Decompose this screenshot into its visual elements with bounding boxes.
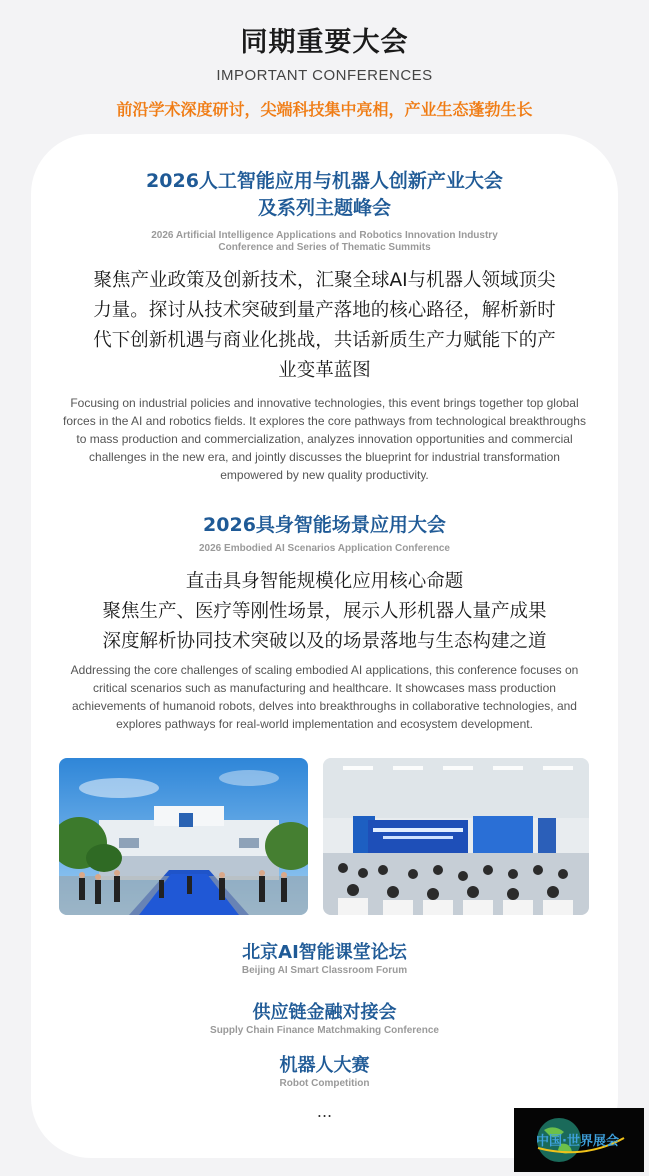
forum-3-title: 机器人大赛 xyxy=(279,1055,370,1076)
conference-1-desc-zh: 力量。探讨从技术突破到量产落地的核心路径，解析新时 xyxy=(93,300,556,321)
conference-2-desc-zh: 聚焦生产、医疗等刚性场景，展示人形机器人量产成果 xyxy=(102,601,547,622)
more-indicator: ... xyxy=(316,1102,333,1121)
venue-photo-image xyxy=(59,758,308,915)
conference-1-title-line1: 2026人工智能应用与机器人创新产业大会 xyxy=(146,170,503,192)
conference-1-title-line2: 及系列主题峰会 xyxy=(257,197,391,219)
forum-3 xyxy=(31,1054,618,1090)
conference-2-desc-en: Addressing the core challenges of scaling embodied AI applications, this conference focuses on xyxy=(70,663,579,677)
conference-1-desc-en: empowered by new quality productivity. xyxy=(220,468,429,482)
conference-card xyxy=(31,134,618,1158)
conference-2-desc-en: critical scenarios such as manufacturing and healthcare. It showcases mass production xyxy=(93,681,556,695)
conference-1-subtitle-line1: 2026 Artificial Intelligence Applications and Robotics Innovation Industry xyxy=(151,230,498,241)
forum-1-title: 北京AI智能课堂论坛 xyxy=(242,942,407,963)
venue-photo xyxy=(59,758,308,915)
brand-logo xyxy=(514,1108,644,1172)
conference-1-desc-en: Focusing on industrial policies and innovative technologies, this event brings together top global xyxy=(70,396,579,410)
conference-1-desc-zh: 代下创新机遇与商业化挑战，共话新质生产力赋能下的产 xyxy=(93,330,556,351)
conference-2-title: 2026具身智能场景应用大会 xyxy=(203,514,446,536)
conference-1-desc-en: forces in the AI and robotics fields. It explores the core pathways from technological breakthroughs xyxy=(63,414,586,428)
conference-2-subtitle: 2026 Embodied AI Scenarios Application Conference xyxy=(199,543,450,554)
conference-1-desc-en: to mass production and commercialization, analyzes innovation opportunities and commercial xyxy=(76,432,573,446)
header xyxy=(0,0,649,120)
logo-text: 中国·世界展会 xyxy=(536,1134,619,1149)
conference-1-subtitle-line2: Conference and Series of Thematic Summits xyxy=(218,242,431,253)
conference-2-desc-en: achievements of humanoid robots, delves into breakthroughs in collaborative technologies, and xyxy=(72,699,577,713)
forum-1-subtitle: Beijing AI Smart Classroom Forum xyxy=(241,965,408,976)
page-title: 同期重要大会 xyxy=(240,27,409,58)
conference-2 xyxy=(31,512,618,733)
conference-1-desc-zh: 聚焦产业政策及创新技术，汇聚全球AI与机器人领域顶尖 xyxy=(93,270,556,291)
forum-1 xyxy=(31,941,618,977)
forum-2-subtitle: Supply Chain Finance Matchmaking Conference xyxy=(210,1025,439,1036)
conference-1-desc-zh: 业变革蓝图 xyxy=(278,360,371,381)
globe-logo-icon xyxy=(514,1108,644,1172)
forum-3-subtitle: Robot Competition xyxy=(279,1078,370,1089)
forum-2-title: 供应链金融对接会 xyxy=(252,1002,397,1023)
page-title-en: IMPORTANT CONFERENCES xyxy=(216,67,433,84)
conference-hall-photo xyxy=(323,758,589,915)
forum-2 xyxy=(31,1001,618,1037)
conference-2-desc-zh: 直击具身智能规模化应用核心命题 xyxy=(185,571,464,592)
conference-hall-image xyxy=(323,758,589,915)
conference-1 xyxy=(31,168,618,484)
conference-2-desc-en: explores pathways for real-world implementation and ecosystem development. xyxy=(116,717,533,731)
conference-2-desc-zh: 深度解析协同技术突破以及的场景落地与生态构建之道 xyxy=(102,631,547,652)
slogan: 前沿学术深度研讨，尖端科技集中亮相，产业生态蓬勃生长 xyxy=(116,100,533,119)
conference-1-desc-en: challenges in the new era, and jointly discusses the blueprint for industrial transformation xyxy=(89,450,560,464)
